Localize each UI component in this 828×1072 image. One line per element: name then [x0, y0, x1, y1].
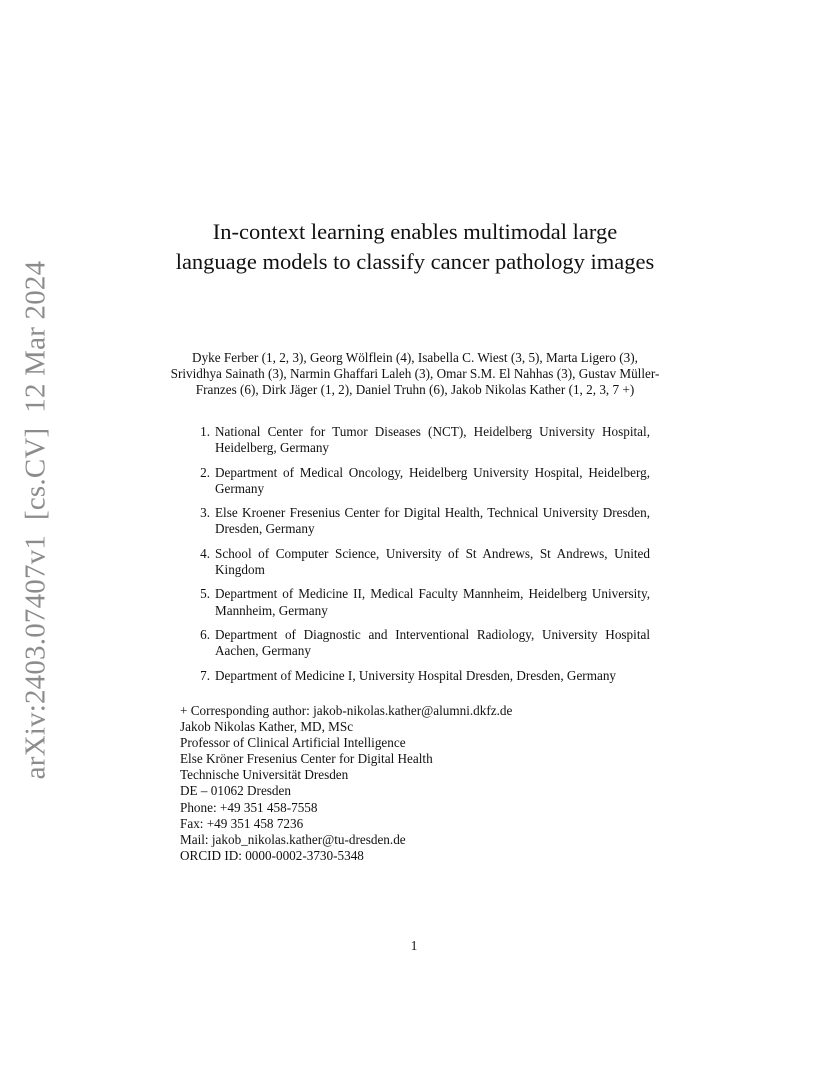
affiliation-text: National Center for Tumor Diseases (NCT), Heidelberg University Hospital, Heidelberg, Germany	[215, 424, 650, 456]
affiliation-number: 4.	[200, 545, 210, 561]
contact-postcode: DE – 01062 Dresden	[180, 783, 291, 799]
author-list: Dyke Ferber (1, 2, 3), Georg Wölflein (4), Isabella C. Wiest (3, 5), Marta Ligero (3), Srividhya Sainath (3), Narmin Ghaffari Laleh (3), Omar S.M. El Nahhas (3), Gustav Müller-Franzes (6), Dirk Jäger (1, 2), Daniel Truhn (6), Jakob Nikolas Kather (1, 2, 3, 7 +)	[170, 350, 660, 398]
affiliation-item	[190, 546, 650, 578]
affiliation-text: Else Kroener Fresenius Center for Digital Health, Technical University Dresden, Dresden, Germany	[215, 505, 650, 537]
affiliation-number: 2.	[200, 464, 210, 480]
contact-orcid: ORCID ID: 0000-0002-3730-5348	[180, 847, 364, 863]
arxiv-identifier-text: arXiv:2403.07407v1 [cs.CV] 12 Mar 2024	[19, 260, 52, 780]
affiliation-item	[190, 668, 650, 684]
affiliation-list	[190, 424, 650, 692]
contact-block	[180, 703, 660, 864]
affiliation-item	[190, 505, 650, 537]
affiliation-number: 7.	[200, 667, 210, 683]
affiliation-text: School of Computer Science, University of St Andrews, St Andrews, United Kingdom	[215, 545, 650, 577]
affiliation-item	[190, 465, 650, 497]
affiliation-text: Department of Medicine I, University Hospital Dresden, Dresden, Germany	[215, 667, 617, 683]
affiliation-item	[190, 627, 650, 659]
affiliation-text: Department of Diagnostic and Interventional Radiology, University Hospital Aachen, Germany	[215, 626, 650, 659]
affiliation-number: 3.	[200, 505, 210, 521]
affiliation-item	[190, 586, 650, 618]
contact-name: Jakob Nikolas Kather, MD, MSc	[180, 719, 354, 735]
contact-mail: Mail: jakob_nikolas.kather@tu-dresden.de	[180, 831, 406, 847]
page-number: 1	[410, 938, 418, 953]
contact-university: Technische Universität Dresden	[180, 767, 349, 783]
paper-title: In-context learning enables multimodal large language models to classify cancer pathology images	[175, 219, 655, 274]
affiliation-number: 6.	[200, 626, 210, 642]
affiliation-text: Department of Medicine II, Medical Faculty Mannheim, Heidelberg University, Mannheim, Germany	[215, 586, 650, 618]
affiliation-number: 1.	[200, 424, 210, 439]
contact-fax: Fax: +49 351 458 7236	[180, 815, 304, 831]
corresponding-author-line: + Corresponding author: jakob-nikolas.kather@alumni.dkfz.de	[180, 703, 513, 718]
affiliation-number: 5.	[200, 586, 210, 602]
contact-position: Professor of Clinical Artificial Intelligence	[180, 735, 406, 751]
contact-phone: Phone: +49 351 458-7558	[180, 799, 318, 815]
affiliation-text: Department of Medical Oncology, Heidelberg University Hospital, Heidelberg, Germany	[215, 464, 650, 496]
contact-center: Else Kröner Fresenius Center for Digital Health	[180, 751, 433, 767]
affiliation-item	[190, 424, 650, 456]
